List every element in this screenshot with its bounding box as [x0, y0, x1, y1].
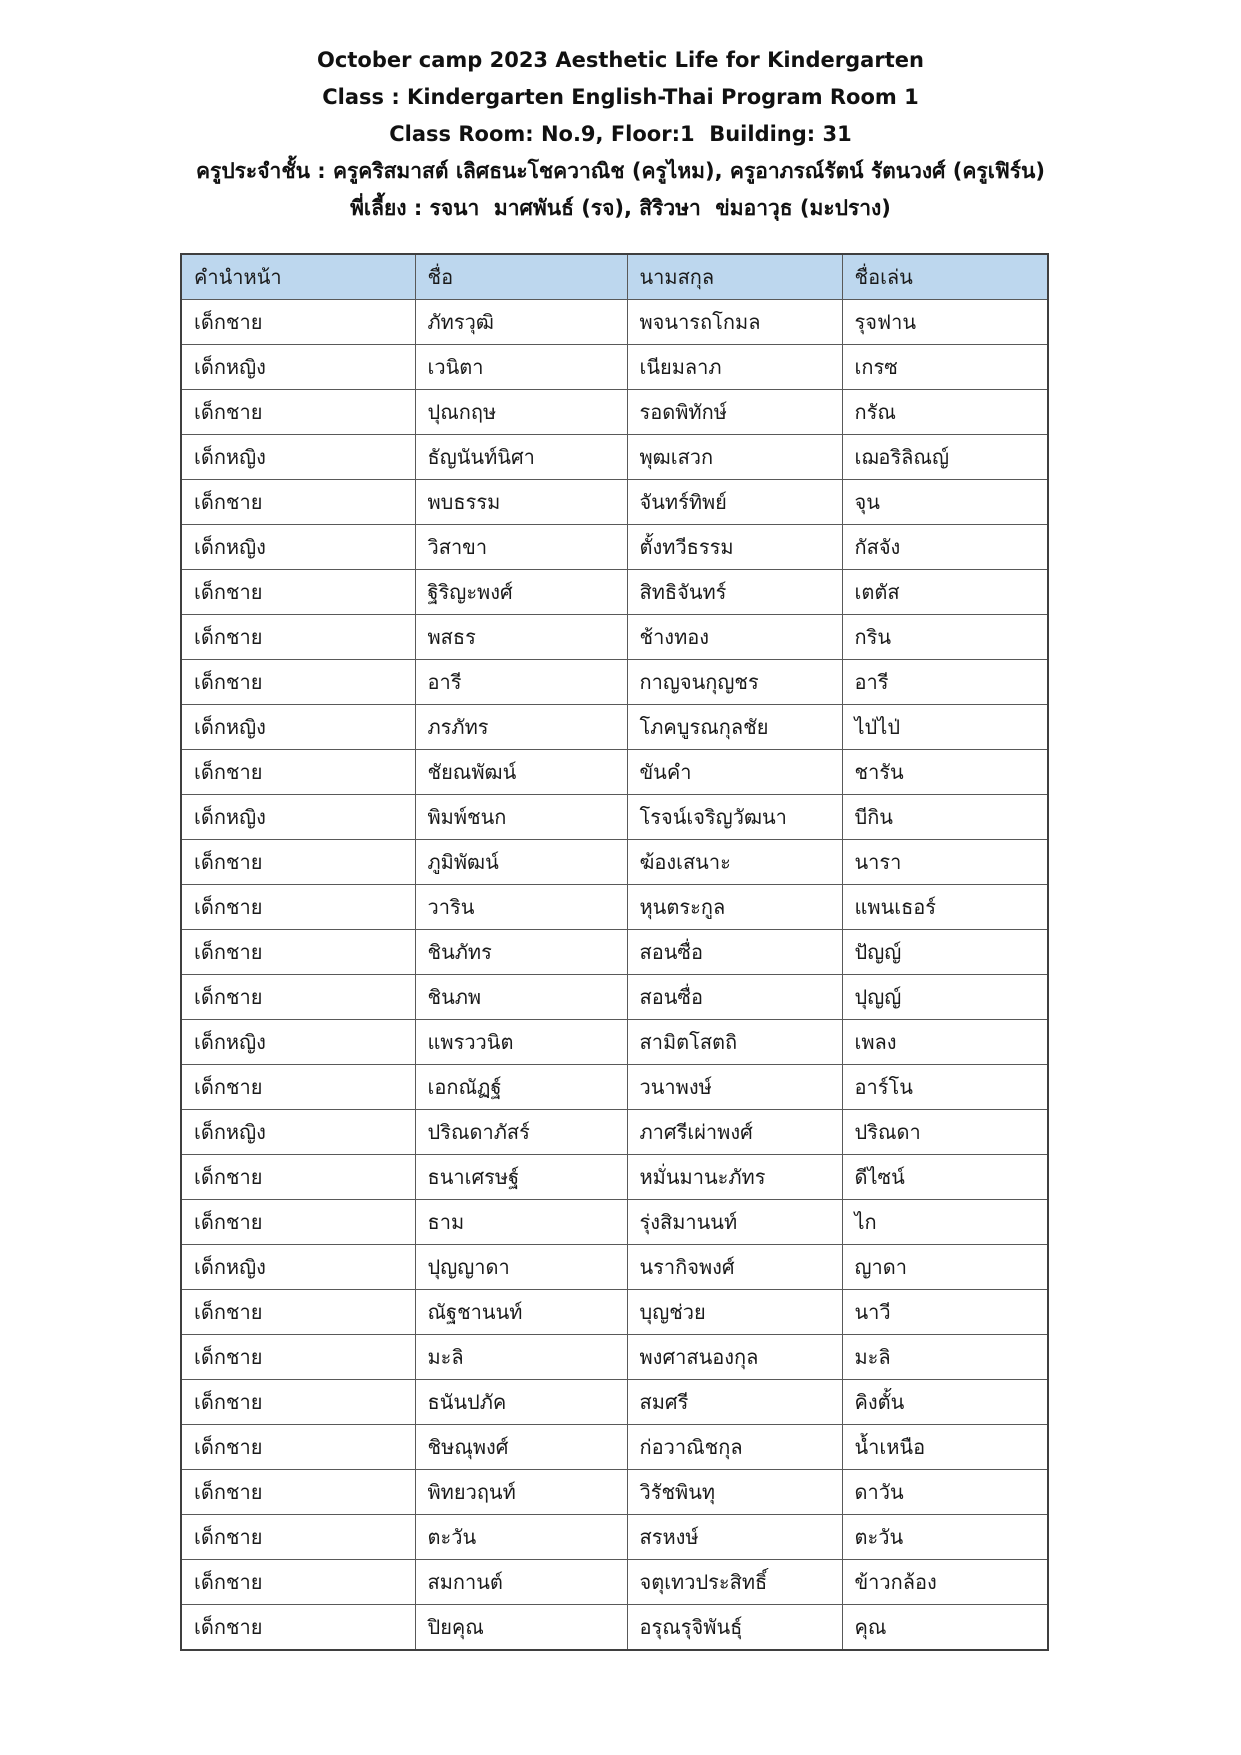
table-row — [181, 930, 1048, 975]
cell-last-name: บุญช่วย — [627, 1290, 842, 1335]
cell-last-name: จตุเทวประสิทธิ์ — [627, 1560, 842, 1605]
cell-first-name: ชิษณุพงศ์ — [415, 1425, 627, 1470]
table-row — [181, 1245, 1048, 1290]
table-row — [181, 1200, 1048, 1245]
cell-nickname: เตตัส — [842, 570, 1048, 615]
cell-prefix: เด็กชาย — [181, 1560, 415, 1605]
cell-first-name: วิสาขา — [415, 525, 627, 570]
cell-last-name: พงศาสนองกุล — [627, 1335, 842, 1380]
cell-first-name: ปริณดาภัสร์ — [415, 1110, 627, 1155]
cell-prefix: เด็กชาย — [181, 840, 415, 885]
cell-prefix: เด็กชาย — [181, 1200, 415, 1245]
cell-nickname: นารา — [842, 840, 1048, 885]
cell-prefix: เด็กชาย — [181, 1335, 415, 1380]
cell-nickname: ตะวัน — [842, 1515, 1048, 1560]
cell-last-name: สามิตโสตถิ — [627, 1020, 842, 1065]
table-row — [181, 615, 1048, 660]
cell-first-name: วาริน — [415, 885, 627, 930]
cell-prefix: เด็กชาย — [181, 570, 415, 615]
cell-prefix: เด็กชาย — [181, 1470, 415, 1515]
cell-first-name: ธนันปภัค — [415, 1380, 627, 1425]
student-roster — [180, 253, 1049, 1651]
cell-last-name: สมศรี — [627, 1380, 842, 1425]
cell-last-name: พุฒเสวก — [627, 435, 842, 480]
cell-prefix: เด็กหญิง — [181, 1020, 415, 1065]
cell-last-name: ภาศรีเผ่าพงศ์ — [627, 1110, 842, 1155]
cell-prefix: เด็กชาย — [181, 300, 415, 345]
table-row — [181, 1605, 1048, 1651]
cell-nickname: ปัญญ์ — [842, 930, 1048, 975]
cell-last-name: สอนซื่อ — [627, 975, 842, 1020]
cell-nickname: ญาดา — [842, 1245, 1048, 1290]
cell-first-name: ฐิริญะพงศ์ — [415, 570, 627, 615]
cell-last-name: พจนารถโกมล — [627, 300, 842, 345]
cell-prefix: เด็กชาย — [181, 930, 415, 975]
cell-nickname: คุณ — [842, 1605, 1048, 1651]
table-row — [181, 1110, 1048, 1155]
cell-first-name: ณัฐชานนท์ — [415, 1290, 627, 1335]
table-row — [181, 480, 1048, 525]
table-row — [181, 660, 1048, 705]
table-row — [181, 1515, 1048, 1560]
cell-last-name: หุนตระกูล — [627, 885, 842, 930]
table-header-row — [181, 254, 1048, 300]
cell-first-name: เวนิตา — [415, 345, 627, 390]
student-table — [180, 253, 1049, 1651]
cell-last-name: เนียมลาภ — [627, 345, 842, 390]
cell-first-name: ธาม — [415, 1200, 627, 1245]
cell-last-name: สรหงษ์ — [627, 1515, 842, 1560]
cell-prefix: เด็กชาย — [181, 1515, 415, 1560]
cell-nickname: ดาวัน — [842, 1470, 1048, 1515]
table-row — [181, 1065, 1048, 1110]
cell-last-name: ช้างทอง — [627, 615, 842, 660]
cell-nickname: อาร์โน — [842, 1065, 1048, 1110]
cell-last-name: ฆ้องเสนาะ — [627, 840, 842, 885]
table-row — [181, 1425, 1048, 1470]
table-row — [181, 300, 1048, 345]
cell-last-name: กาญจนกุญชร — [627, 660, 842, 705]
cell-last-name: วิรัชพินทุ — [627, 1470, 842, 1515]
cell-prefix: เด็กหญิง — [181, 435, 415, 480]
cell-prefix: เด็กชาย — [181, 1380, 415, 1425]
table-row — [181, 975, 1048, 1020]
homeroom-teachers-line: ครูประจำชั้น : ครูคริสมาสต์ เลิศธนะโชควาณิช (ครูไหม), ครูอาภรณ์รัตน์ รัตนวงศ์ (ครูเฟิร์น) — [196, 159, 1045, 183]
table-row — [181, 1290, 1048, 1335]
cell-nickname: อารี — [842, 660, 1048, 705]
title-block — [0, 0, 1241, 227]
classroom-line: Class Room: No.9, Floor:1 Building: 31 — [389, 122, 852, 146]
table-row — [181, 435, 1048, 480]
table-row — [181, 1155, 1048, 1200]
table-row — [181, 795, 1048, 840]
table-row — [181, 570, 1048, 615]
cell-first-name: ปุญญาดา — [415, 1245, 627, 1290]
cell-first-name: ตะวัน — [415, 1515, 627, 1560]
cell-nickname: กริน — [842, 615, 1048, 660]
cell-last-name: นรากิจพงศ์ — [627, 1245, 842, 1290]
cell-prefix: เด็กชาย — [181, 975, 415, 1020]
cell-nickname: เฌอริลิณญ์ — [842, 435, 1048, 480]
cell-prefix: เด็กชาย — [181, 1605, 415, 1651]
cell-first-name: ธนาเศรษฐ์ — [415, 1155, 627, 1200]
table-row — [181, 1335, 1048, 1380]
header-cell-first-name: ชื่อ — [415, 254, 627, 300]
cell-last-name: ตั้งทวีธรรม — [627, 525, 842, 570]
cell-prefix: เด็กหญิง — [181, 345, 415, 390]
cell-nickname: ปุญญ์ — [842, 975, 1048, 1020]
cell-first-name: ปุณกฤษ — [415, 390, 627, 435]
cell-nickname: มะลิ — [842, 1335, 1048, 1380]
cell-first-name: ภรภัทร — [415, 705, 627, 750]
class-line: Class : Kindergarten English-Thai Program Room 1 — [322, 85, 919, 109]
cell-nickname: กัสจัง — [842, 525, 1048, 570]
cell-prefix: เด็กชาย — [181, 1290, 415, 1335]
cell-first-name: ธัญนันท์นิศา — [415, 435, 627, 480]
cell-nickname: ดีไซน์ — [842, 1155, 1048, 1200]
student-table-body — [181, 300, 1048, 1651]
table-row — [181, 885, 1048, 930]
cell-last-name: รุ่งสิมานนท์ — [627, 1200, 842, 1245]
cell-nickname: ข้าวกล้อง — [842, 1560, 1048, 1605]
cell-first-name: พิทยวฤนท์ — [415, 1470, 627, 1515]
document-title: October camp 2023 Aesthetic Life for Kindergarten — [317, 48, 924, 72]
cell-prefix: เด็กหญิง — [181, 1110, 415, 1155]
table-row — [181, 1020, 1048, 1065]
table-row — [181, 525, 1048, 570]
cell-nickname: บีกิน — [842, 795, 1048, 840]
header-cell-prefix: คำนำหน้า — [181, 254, 415, 300]
table-row — [181, 390, 1048, 435]
table-row — [181, 1380, 1048, 1425]
cell-first-name: ภัทรวุฒิ — [415, 300, 627, 345]
cell-first-name: พิมพ์ชนก — [415, 795, 627, 840]
cell-nickname: คิงตั้น — [842, 1380, 1048, 1425]
cell-prefix: เด็กชาย — [181, 390, 415, 435]
table-row — [181, 345, 1048, 390]
cell-first-name: ภูมิพัฒน์ — [415, 840, 627, 885]
cell-first-name: มะลิ — [415, 1335, 627, 1380]
cell-first-name: สมกานต์ — [415, 1560, 627, 1605]
cell-nickname: รุจฟาน — [842, 300, 1048, 345]
cell-nickname: นาวี — [842, 1290, 1048, 1335]
header-cell-nickname: ชื่อเล่น — [842, 254, 1048, 300]
header-cell-last-name: นามสกุล — [627, 254, 842, 300]
cell-last-name: โภคบูรณกุลชัย — [627, 705, 842, 750]
cell-last-name: สิทธิจันทร์ — [627, 570, 842, 615]
cell-nickname: กรัณ — [842, 390, 1048, 435]
cell-nickname: เกรซ — [842, 345, 1048, 390]
cell-prefix: เด็กชาย — [181, 615, 415, 660]
cell-prefix: เด็กหญิง — [181, 1245, 415, 1290]
cell-prefix: เด็กหญิง — [181, 705, 415, 750]
cell-nickname: น้ำเหนือ — [842, 1425, 1048, 1470]
cell-last-name: ขันคำ — [627, 750, 842, 795]
table-row — [181, 1560, 1048, 1605]
cell-prefix: เด็กชาย — [181, 480, 415, 525]
cell-prefix: เด็กชาย — [181, 1065, 415, 1110]
cell-last-name: จันทร์ทิพย์ — [627, 480, 842, 525]
cell-nickname: ไป่ไป่ — [842, 705, 1048, 750]
cell-prefix: เด็กชาย — [181, 660, 415, 705]
cell-prefix: เด็กชาย — [181, 885, 415, 930]
caretakers-line: พี่เลี้ยง : รจนา มาศพันธ์ (รจ), สิริวษา ข่มอาวุธ (มะปราง) — [350, 196, 891, 220]
cell-nickname: จุน — [842, 480, 1048, 525]
cell-first-name: อารี — [415, 660, 627, 705]
cell-nickname: เพลง — [842, 1020, 1048, 1065]
cell-nickname: แพนเธอร์ — [842, 885, 1048, 930]
cell-first-name: ชัยณพัฒน์ — [415, 750, 627, 795]
cell-first-name: ชินภพ — [415, 975, 627, 1020]
table-row — [181, 1470, 1048, 1515]
cell-last-name: สอนซื่อ — [627, 930, 842, 975]
cell-last-name: รอดพิทักษ์ — [627, 390, 842, 435]
cell-prefix: เด็กชาย — [181, 1155, 415, 1200]
table-row — [181, 840, 1048, 885]
table-row — [181, 705, 1048, 750]
table-row — [181, 750, 1048, 795]
cell-last-name: หมั่นมานะภัทร — [627, 1155, 842, 1200]
cell-prefix: เด็กหญิง — [181, 795, 415, 840]
cell-first-name: พบธรรม — [415, 480, 627, 525]
cell-nickname: ปริณดา — [842, 1110, 1048, 1155]
cell-prefix: เด็กหญิง — [181, 525, 415, 570]
cell-last-name: อรุณรุจิพันธุ์ — [627, 1605, 842, 1651]
cell-prefix: เด็กชาย — [181, 750, 415, 795]
cell-last-name: ก่อวาณิชกุล — [627, 1425, 842, 1470]
cell-nickname: ชารัน — [842, 750, 1048, 795]
cell-prefix: เด็กชาย — [181, 1425, 415, 1470]
cell-first-name: ชินภัทร — [415, 930, 627, 975]
cell-last-name: วนาพงษ์ — [627, 1065, 842, 1110]
cell-first-name: พสธร — [415, 615, 627, 660]
cell-first-name: แพรววนิต — [415, 1020, 627, 1065]
cell-last-name: โรจน์เจริญวัฒนา — [627, 795, 842, 840]
cell-nickname: ไก — [842, 1200, 1048, 1245]
cell-first-name: เอกณัฏฐ์ — [415, 1065, 627, 1110]
cell-first-name: ปิยคุณ — [415, 1605, 627, 1651]
